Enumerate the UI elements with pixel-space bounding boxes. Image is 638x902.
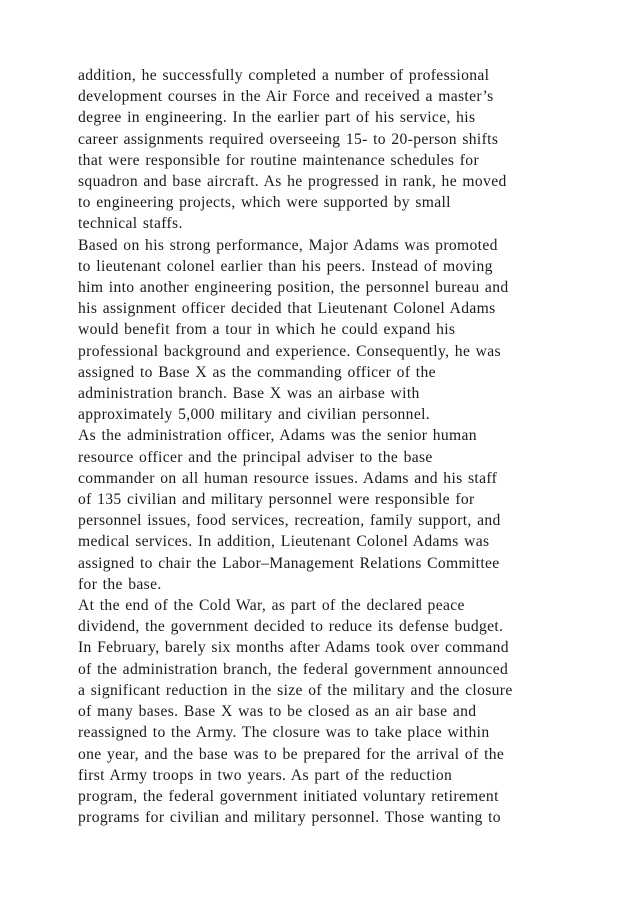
text-line: to lieutenant colonel earlier than his peers. Instead of moving [78,257,493,275]
text-line: would benefit from a tour in which he could expand his [78,321,456,339]
text-line: for the base. [78,575,162,593]
text-line: technical staffs. [78,215,183,233]
text-line: At the end of the Cold War, as part of the declared peace [78,597,465,615]
text-line: of many bases. Base X was to be closed as an air base and [78,703,477,721]
text-line: addition, he successfully completed a number of professional [78,67,490,84]
text-line: resource officer and the principal adviser to the base [78,448,433,466]
text-line: his assignment officer decided that Lieutenant Colonel Adams [78,300,496,318]
text-line: to engineering projects, which were supported by small [78,194,451,212]
text-line: reassigned to the Army. The closure was to take place within [78,724,490,742]
text-line: of the administration branch, the federal government announced [78,660,509,678]
text-line: personnel issues, food services, recreation, family support, and [78,512,501,530]
text-line: a significant reduction in the size of the military and the closure [78,681,513,699]
text-line: one year, and the base was to be prepared for the arrival of the [78,745,505,763]
text-line: that were responsible for routine maintenance schedules for [78,151,479,169]
text-line: dividend, the government decided to reduce its defense budget. [78,618,504,636]
text-line: him into another engineering position, the personnel bureau and [78,279,509,297]
text-line: programs for civilian and military personnel. Those wanting to [78,809,501,827]
text-line: first Army troops in two years. As part of the reduction [78,766,453,784]
text-line: development courses in the Air Force and received a master’s [78,88,494,106]
body-text [78,65,578,828]
text-line: Based on his strong performance, Major Adams was promoted [78,236,498,254]
text-line: commander on all human resource issues. Adams and his staff [78,469,498,487]
text-line: assigned to chair the Labor–Management Relations Committee [78,554,500,572]
text-line: approximately 5,000 military and civilian personnel. [78,406,431,424]
text-line: degree in engineering. In the earlier part of his service, his [78,109,476,127]
text-line: In February, barely six months after Adams took over command [78,639,509,657]
text-line: assigned to Base X as the commanding officer of the [78,363,436,381]
text-line: squadron and base aircraft. As he progressed in rank, he moved [78,173,507,191]
text-line: medical services. In addition, Lieutenant Colonel Adams was [78,533,490,551]
text-line: of 135 civilian and military personnel were responsible for [78,491,475,509]
text-line: administration branch. Base X was an airbase with [78,385,420,403]
text-line: career assignments required overseeing 15- to 20-person shifts [78,130,499,148]
text-line: program, the federal government initiated voluntary retirement [78,787,499,805]
text-line: professional background and experience. Consequently, he was [78,342,501,360]
text-line: As the administration officer, Adams was the senior human [78,427,477,445]
